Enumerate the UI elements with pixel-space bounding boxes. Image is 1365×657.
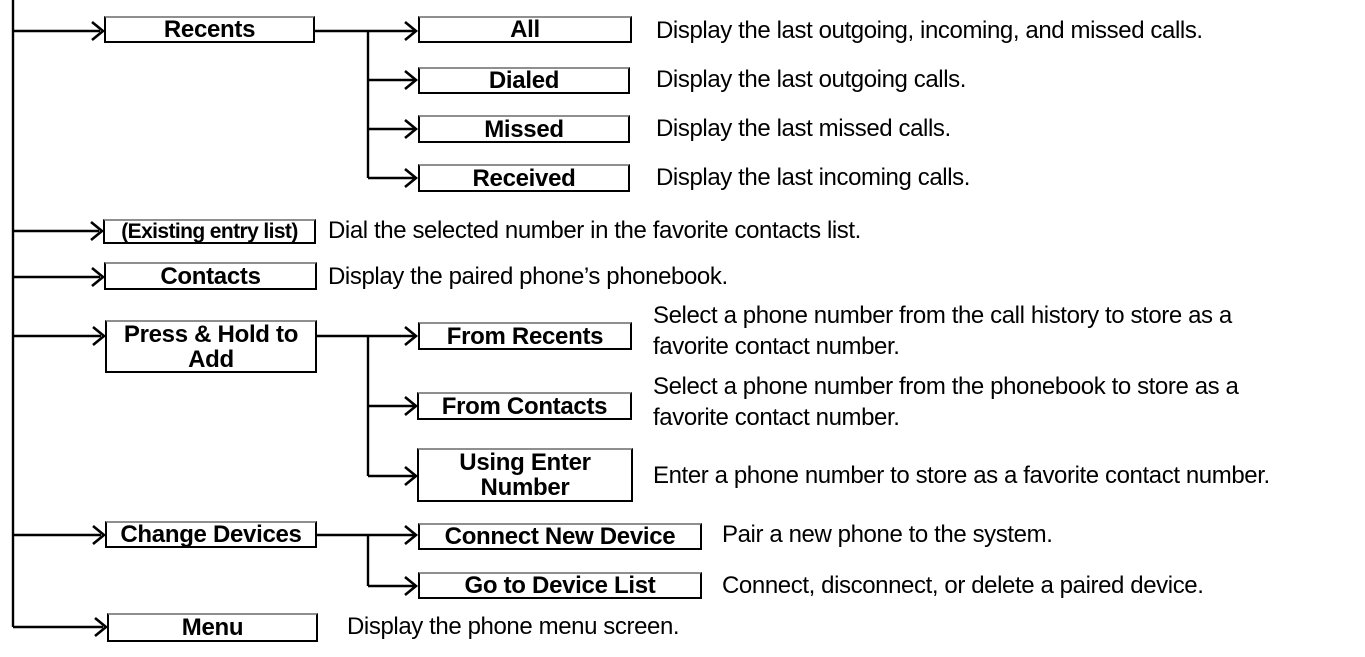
description-from-contacts-line1: Select a phone number from the phonebook to store as a [653, 373, 1239, 400]
description-received: Display the last incoming calls. [656, 164, 971, 191]
description-using-enter-number: Enter a phone number to store as a favorite contact number. [653, 462, 1270, 489]
description-all: Display the last outgoing, incoming, and missed calls. [656, 17, 1203, 44]
node-from-recents: From Recents [418, 322, 632, 350]
description-missed: Display the last missed calls. [656, 115, 951, 142]
node-recents: Recents [104, 16, 315, 43]
node-all: All [418, 16, 632, 43]
node-received: Received [418, 164, 630, 192]
node-connect-new-device: Connect New Device [418, 523, 702, 550]
description-contacts: Display the paired phone’s phonebook. [328, 263, 728, 290]
node-using-enter-line1: Using Enter [459, 449, 591, 476]
description-from-recents-line1: Select a phone number from the call history to store as a [653, 302, 1232, 329]
description-dialed: Display the last outgoing calls. [656, 66, 967, 93]
node-change-devices: Change Devices [105, 521, 317, 548]
node-press-and-hold-line1: Press & Hold to [123, 320, 299, 348]
node-contacts: Contacts [104, 262, 317, 290]
description-connect-new-device: Pair a new phone to the system. [722, 521, 1053, 548]
node-existing-entry-list: (Existing entry list) [103, 219, 316, 244]
node-menu: Menu [107, 613, 318, 642]
node-dialed: Dialed [418, 67, 630, 94]
description-from-contacts [653, 371, 1238, 433]
node-using-enter-line2: Number [480, 474, 570, 501]
description-menu: Display the phone menu screen. [347, 613, 680, 640]
description-go-to-device-list: Connect, disconnect, or delete a paired device. [722, 572, 1204, 599]
node-using-enter-number [417, 448, 633, 502]
node-press-and-hold-to-add [105, 320, 317, 373]
node-from-contacts: From Contacts [417, 392, 632, 420]
node-missed: Missed [418, 115, 630, 143]
node-press-and-hold-line2: Add [188, 345, 234, 373]
description-from-contacts-line2: favorite contact number. [653, 404, 900, 431]
node-go-to-device-list: Go to Device List [418, 572, 702, 599]
description-from-recents-line2: favorite contact number. [653, 333, 900, 360]
description-existing-entry-list: Dial the selected number in the favorite contacts list. [328, 217, 861, 244]
description-from-recents [653, 300, 1232, 362]
